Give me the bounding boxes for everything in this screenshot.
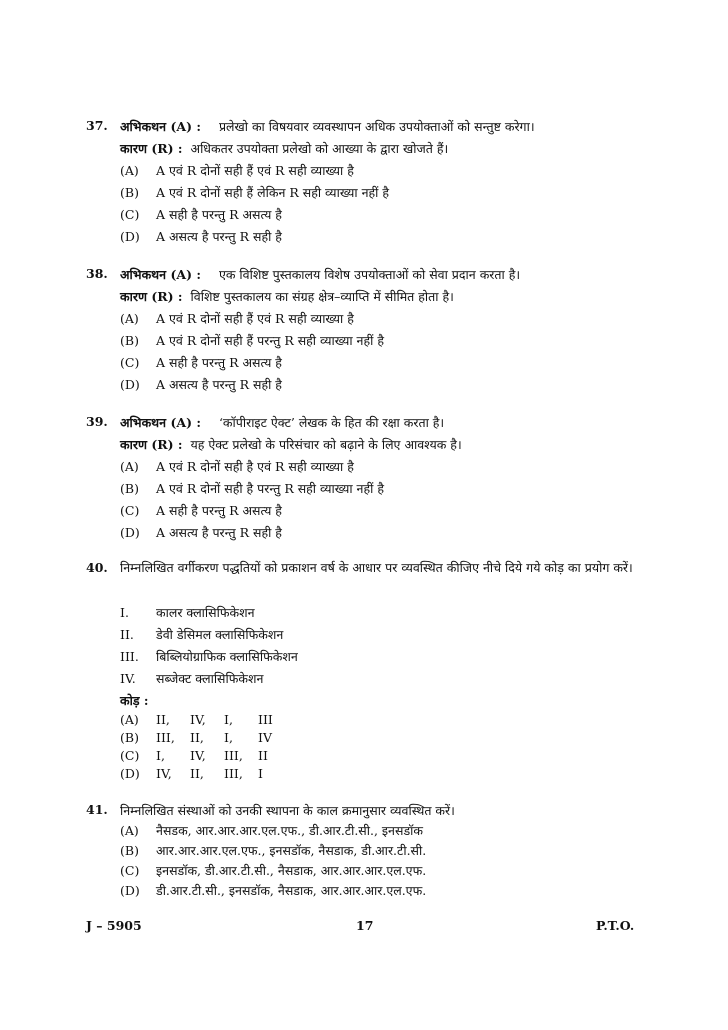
question-number: 38. [86,266,108,281]
assertion-text: प्रलेखो का विषयवार व्यवस्थापन अधिक उपयोक्ताओं को सन्तुष्ट करेगा। [218,119,535,134]
assertion-line [120,118,535,135]
option-c: (C) A सही है परन्तु R असत्य है [120,503,282,518]
option-b: (B) A एवं R दोनों सही है परन्तु R सही व्याख्या नहीं है [120,481,384,496]
question-number: 39. [86,414,108,429]
question-text: निम्नलिखित संस्थाओं को उनकी स्थापना के काल क्रमानुसार व्यवस्थित करें। [120,803,455,818]
question-number: 37. [86,118,108,133]
question-number: 40. [86,560,108,575]
assertion-label: अभिकथन (A) : [120,415,201,430]
page-number: 17 [356,918,374,933]
reason-label: कारण (R) : [120,141,183,156]
code-row-c: (C) I, IV, III, II [120,748,268,763]
option-d: (D) A असत्य है परन्तु R सही है [120,229,282,244]
assertion-label: अभिकथन (A) : [120,267,201,282]
option-c: (C) A सही है परन्तु R असत्य है [120,355,282,370]
option-b: (B) A एवं R दोनों सही हैं परन्तु R सही व्याख्या नहीं है [120,333,384,348]
list-item: IV. सब्जेक्ट क्लासिफिकेशन [120,671,264,686]
reason-label: कारण (R) : [120,289,183,304]
option-c: (C) A सही है परन्तु R असत्य है [120,207,282,222]
assertion-text: ‘कॉपीराइट ऐक्ट’ लेखक के हित की रक्षा करता है। [218,415,445,430]
question-41 [86,802,646,902]
reason-line [120,140,448,157]
reason-line [120,436,462,453]
code-row-d: (D) IV, II, III, I [120,766,263,781]
reason-text: विशिष्ट पुस्तकालय का संग्रह क्षेत्र–व्याप्ति में सीमित होता है। [190,289,454,304]
question-text: निम्नलिखित वर्गीकरण पद्धतियों को प्रकाशन वर्ष के आधार पर व्यवस्थित कीजिए नीचे दिये गये कोड़ का प्रयोग करें। [120,560,633,575]
assertion-line [120,266,520,283]
pto-label: P.T.O. [596,918,635,933]
list-item: II. डेवी डेसिमल क्लासिफिकेशन [120,627,284,642]
reason-text: अधिकतर उपयोक्ता प्रलेखो को आख्या के द्वारा खोजते हैं। [190,141,449,156]
option-a: (A) नैसडक, आर.आर.आर.एल.एफ., डी.आर.टी.सी., इनसडॉक [120,823,423,838]
paper-code: J – 5905 [86,918,142,933]
option-d: (D) A असत्य है परन्तु R सही है [120,525,282,540]
option-b: (B) A एवं R दोनों सही हैं लेकिन R सही व्याख्या नहीं है [120,185,390,200]
option-a: (A) A एवं R दोनों सही है एवं R सही व्याख्या है [120,459,354,474]
list-item: I. कालर क्लासिफिकेशन [120,605,255,620]
option-d: (D) डी.आर.टी.सी., इनसडॉक, नैसडाक, आर.आर.आर.एल.एफ. [120,883,427,898]
option-a: (A) A एवं R दोनों सही हैं एवं R सही व्याख्या है [120,163,354,178]
question-40 [86,560,646,790]
assertion-label: अभिकथन (A) : [120,119,201,134]
reason-label: कारण (R) : [120,437,183,452]
code-row-a: (A) II, IV, I, III [120,712,273,727]
assertion-text: एक विशिष्ट पुस्तकालय विशेष उपयोक्ताओं को सेवा प्रदान करता है। [218,267,521,282]
question-37 [86,118,646,248]
assertion-line [120,414,444,431]
reason-line [120,288,454,305]
reason-text: यह ऐक्ट प्रलेखो के परिसंचार को बढ़ाने के लिए आवश्यक है। [190,437,462,452]
question-38 [86,266,646,396]
question-number: 41. [86,802,108,817]
list-item: III. बिब्लियोग्राफिक क्लासिफिकेशन [120,649,298,664]
option-a: (A) A एवं R दोनों सही हैं एवं R सही व्याख्या है [120,311,354,326]
option-b: (B) आर.आर.आर.एल.एफ., इनसडॉक, नैसडाक, डी.आर.टी.सी. [120,843,427,858]
codes-label: कोड़ : [120,693,149,708]
code-row-b: (B) III, II, I, IV [120,730,272,745]
option-c: (C) इनसडॉक, डी.आर.टी.सी., नैसडाक, आर.आर.आर.एल.एफ. [120,863,427,878]
option-d: (D) A असत्य है परन्तु R सही है [120,377,282,392]
question-39 [86,414,646,544]
